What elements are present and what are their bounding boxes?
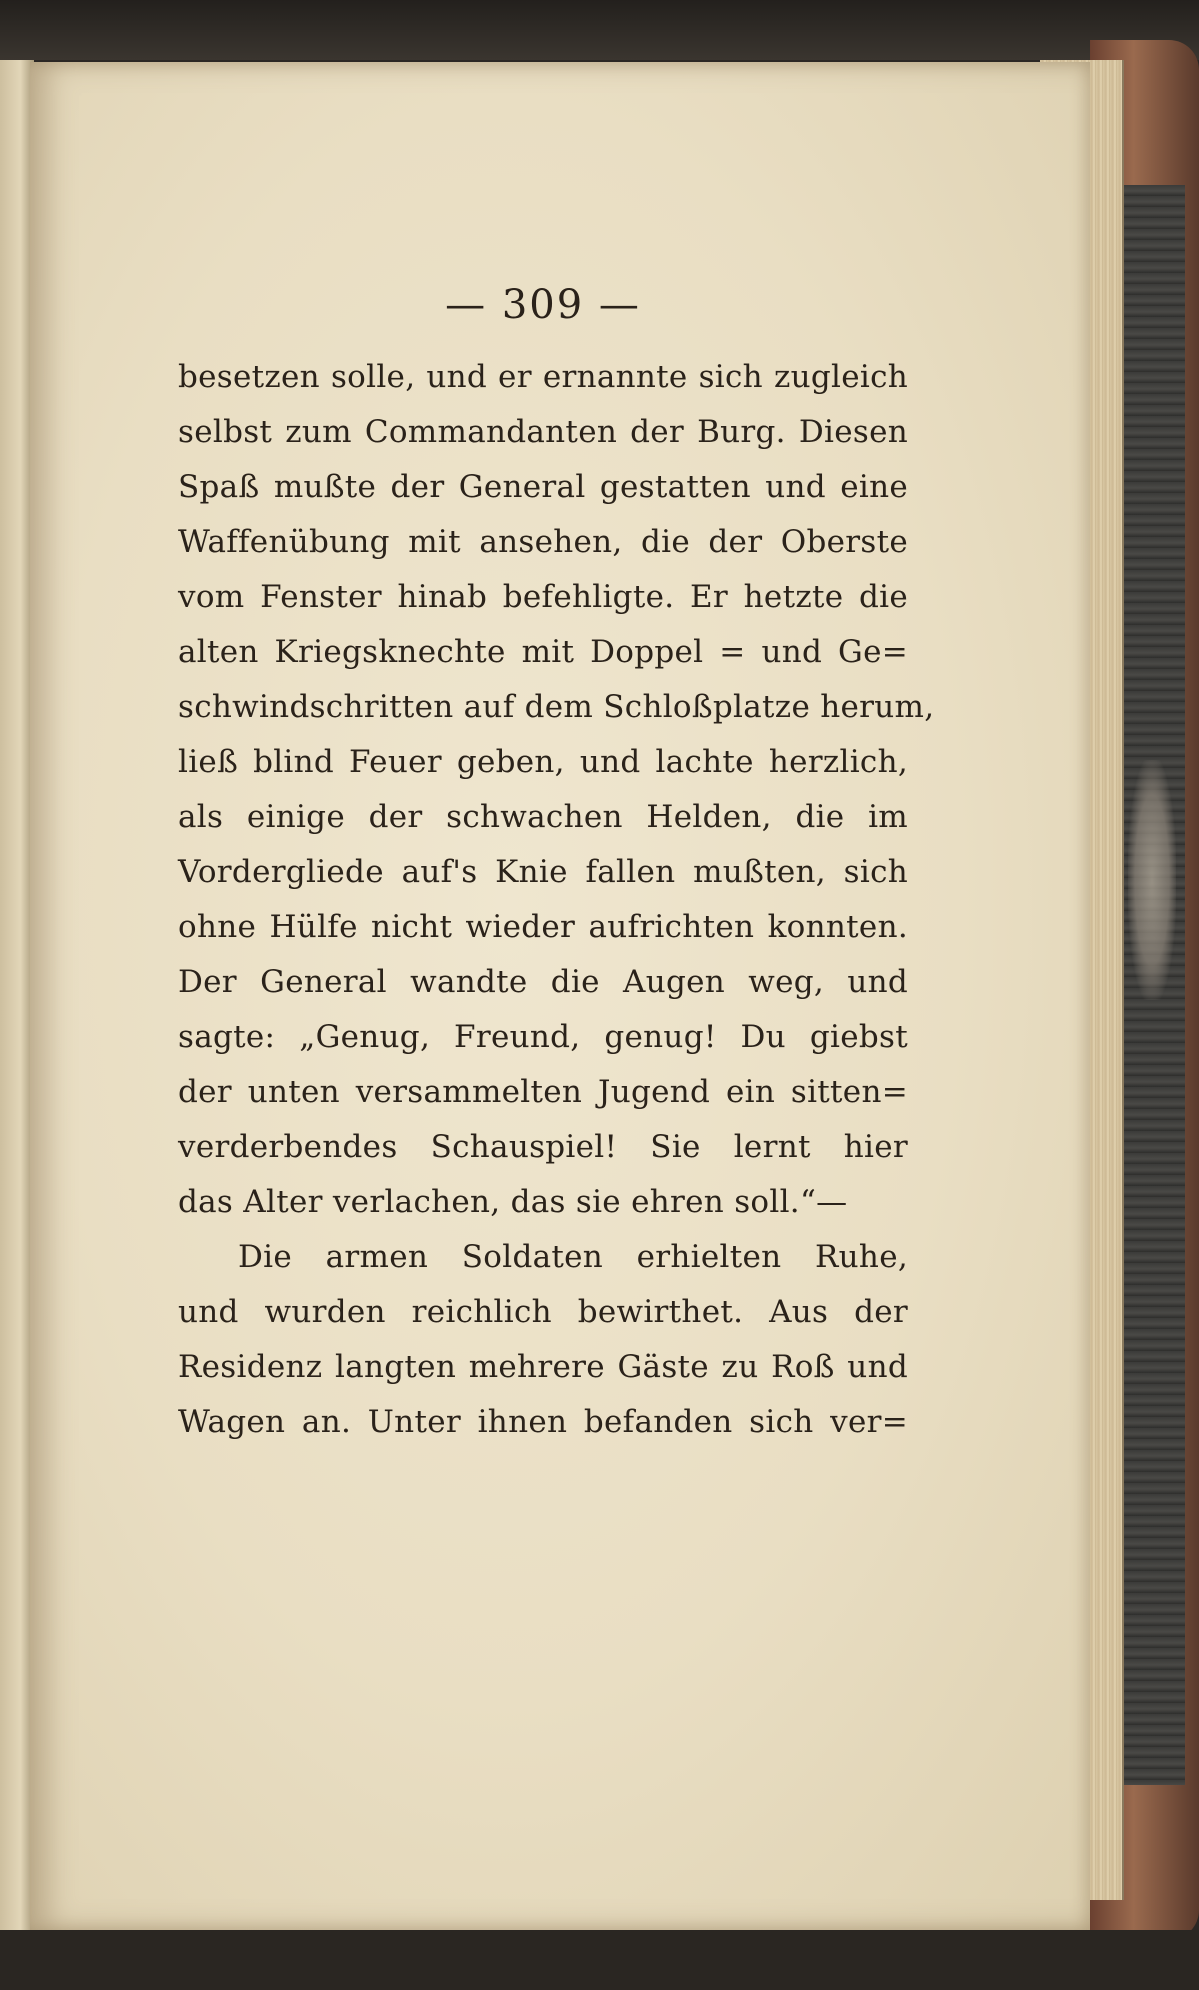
text-line: sagte: „Genug, Freund, genug! Du giebst: [178, 1019, 908, 1055]
paragraph-start-line: Die armen Soldaten erhielten Ruhe,: [238, 1239, 908, 1275]
text-line: verderbendes Schauspiel! Sie lernt hier: [178, 1129, 908, 1165]
scan-background-top: [0, 0, 1199, 60]
text-line: ließ blind Feuer geben, und lachte herzlich,: [178, 744, 908, 780]
text-line: schwindschritten auf dem Schloßplatze herum,: [178, 689, 935, 725]
text-line: als einige der schwachen Helden, die im: [178, 799, 908, 835]
scan-background-bottom: [0, 1930, 1199, 1990]
text-line: vom Fenster hinab befehligte. Er hetzte die: [178, 579, 908, 615]
text-line: ohne Hülfe nicht wieder aufrichten konnten.: [178, 909, 908, 945]
text-line: und wurden reichlich bewirthet. Aus der: [178, 1294, 908, 1330]
page-number: — 309 —: [445, 282, 641, 328]
facing-page-edge: [0, 60, 34, 1930]
text-line: der unten versammelten Jugend ein sitten=: [178, 1074, 908, 1110]
text-line: besetzen solle, und er ernannte sich zugleich: [178, 359, 908, 395]
text-block: [178, 350, 935, 1450]
board-wear-mark: [1128, 760, 1176, 1000]
text-line: Der General wandte die Augen weg, und: [178, 964, 908, 1000]
text-line: Spaß mußte der General gestatten und eine: [178, 469, 908, 505]
text-line: Vordergliede auf's Knie fallen mußten, sich: [178, 854, 908, 890]
text-line: das Alter verlachen, das sie ehren soll.“—: [178, 1184, 848, 1220]
text-line: Wagen an. Unter ihnen befanden sich ver=: [178, 1404, 908, 1440]
page-content: [178, 282, 935, 1450]
text-line: Residenz langten mehrere Gäste zu Roß und: [178, 1349, 908, 1385]
text-line: Waffenübung mit ansehen, die der Oberste: [178, 524, 908, 560]
text-line: selbst zum Commandanten der Burg. Diesen: [178, 414, 908, 450]
text-line: alten Kriegsknechte mit Doppel = und Ge=: [178, 634, 908, 670]
